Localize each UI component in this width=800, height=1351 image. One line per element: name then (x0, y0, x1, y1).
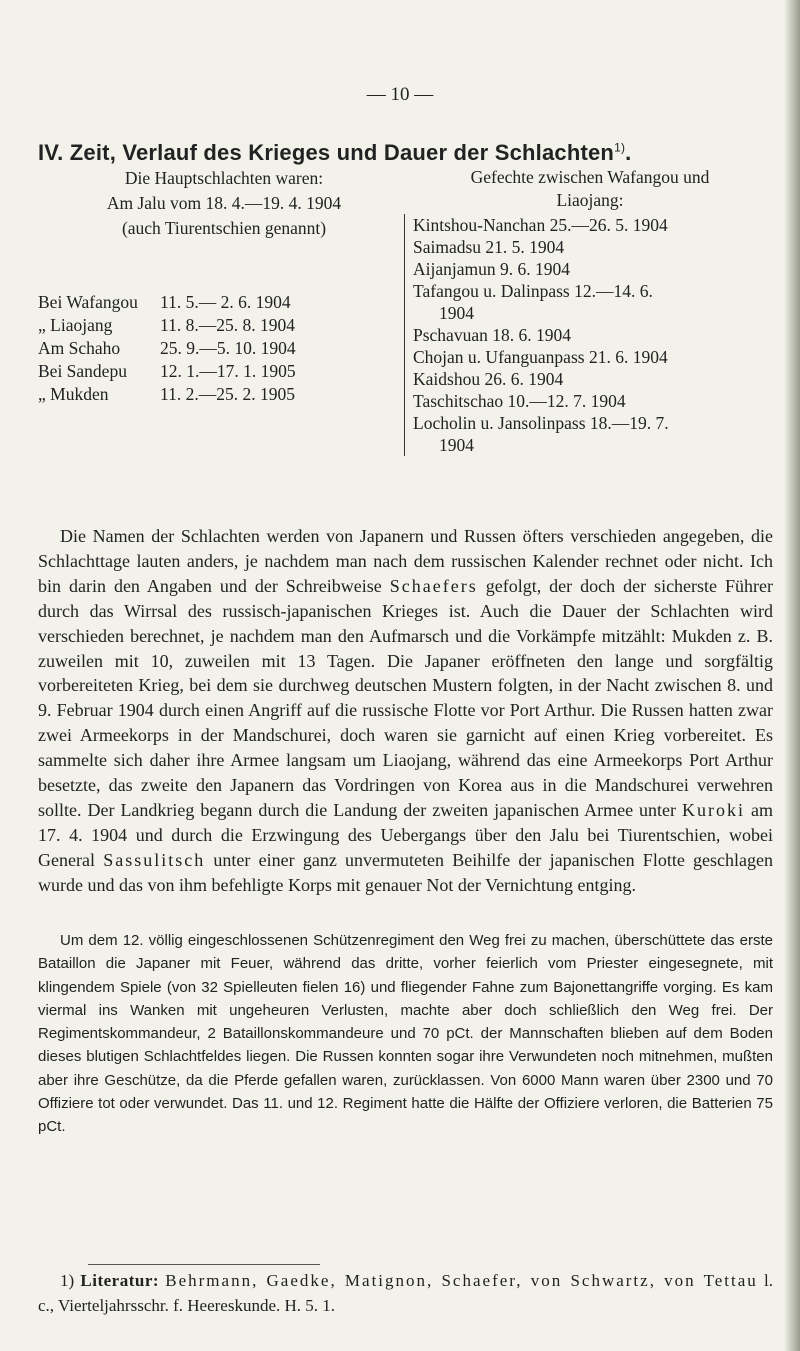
general-name-kuroki: Kuroki (682, 799, 746, 820)
paragraph-text: unter einer ganz unvermuteten Beihilfe der japanischen Flotte geschlagen wurde und das von ihm befehligte Korps mit genauer Not der Vernichtung entging. (38, 849, 773, 895)
author-name-schaefers: Schaefers (389, 575, 478, 596)
battle-place: Am Schaho (38, 338, 121, 358)
jalu-battle-note: (auch Tiurentschien genannt) (121, 218, 327, 238)
small-print-paragraph: Um dem 12. völlig eingeschlossenen Schützenregiment den Weg frei zu machen, überschüttete das erste Bataillon die Japaner mit Feuer, während das dritte, vorher feierlich vom Priester eingesegnete, mit klingendem Spiele (von 32 Spielleuten fielen 16) und fliegender Fahne zum Bajonettangriffe vorging. Es kam viermal ins Wanken mit ungeheuren Verlusten, machte aber doch schließlich den Weg frei. Der Regimentskommandeur, 2 Bataillonskommandeure und 70 pCt. der Mannschaften blieben auf dem Boden dieses blutigen Schlachtfeldes liegen. Die Russen konnten sogar ihre Verwundeten noch mitnehmen, mußten aber ihre Geschütze, da die Pferde gefallen waren, zurücklassen. Von 6000 Mann waren über 2300 und 70 Offiziere tot oder verwundet. Das 11. und 12. Regiment hatte die Hälfte der Offiziere verloren, die Batterien 75 pCt. (38, 932, 773, 1136)
section-heading: IV. Zeit, Verlauf des Krieges und Dauer der Schlachten$^{1)}$. (38, 140, 632, 165)
engagement-item: Chojan u. Ufanguanpass 21. 6. 1904 (413, 347, 668, 367)
footnote-reference: 1) (614, 140, 626, 155)
battle-row (38, 314, 296, 337)
battle-dates: 11. 2.—25. 2. 1905 (160, 384, 295, 404)
battle-row (38, 383, 296, 406)
battle-place: „ Mukden (38, 384, 109, 404)
engagement-item: Aijanjamun 9. 6. 1904 (413, 259, 570, 279)
section-heading-text: IV. Zeit, Verlauf des Krieges und Dauer der Schlachten (38, 140, 615, 165)
main-battles-heading: Die Hauptschlachten waren: (124, 168, 324, 188)
paragraph-text: am 17. 4. 1904 und durch die Erzwingung des Uebergangs über den Jalu bei Tiurentschien, wobei General (38, 799, 774, 870)
engagement-item: Pschavuan 18. 6. 1904 (413, 325, 571, 345)
engagements-list (404, 214, 776, 456)
battle-dates: 11. 5.— 2. 6. 1904 (160, 292, 291, 312)
main-battles-column (38, 166, 410, 406)
footnote-divider (88, 1264, 320, 1265)
footnote-authors: Behrmann, Gaedke, Matignon, Schaefer, von Schwartz, von Tettau (165, 1271, 758, 1290)
engagements-column (404, 166, 776, 456)
footnote-label: Literatur: (80, 1271, 160, 1290)
engagement-item-cont: 1904 (439, 303, 474, 323)
battles-table (38, 291, 296, 406)
page-number: — 10 — (366, 84, 434, 105)
battle-row (38, 360, 296, 383)
engagements-heading-cont: Liaojang: (556, 190, 624, 210)
battle-dates: 12. 1.—17. 1. 1905 (160, 361, 296, 381)
footnote-mark: 1) (60, 1271, 75, 1290)
jalu-battle-line: Am Jalu vom 18. 4.—19. 4. 1904 (106, 193, 342, 213)
engagement-item: Tafangou u. Dalinpass 12.—14. 6. (413, 281, 653, 301)
footnote-reference-text: l. c., Vierteljahrsschr. f. Heereskunde. H. 5. 1. (38, 1271, 774, 1315)
page-edge-shadow (784, 0, 800, 1351)
engagements-heading: Gefechte zwischen Wafangou und (470, 167, 710, 187)
main-paragraph (38, 524, 773, 898)
battle-place: Bei Sandepu (38, 361, 127, 381)
engagement-item-cont: 1904 (439, 435, 474, 455)
general-name-sassulitsch: Sassulitsch (103, 849, 206, 870)
engagement-item: Kintshou-Nanchan 25.—26. 5. 1904 (413, 215, 668, 235)
battle-row (38, 291, 296, 314)
engagement-item: Kaidshou 26. 6. 1904 (413, 369, 564, 389)
paragraph-text: Die Namen der Schlachten werden von Japanern und Russen öfters verschieden angegeben, die Schlachttage lauten anders, je nachdem man nach dem russischen Kalender rechnet oder nicht. Ich bin darin den Angaben und der Schreibweise (38, 526, 773, 596)
paragraph-text: gefolgt, der doch der sicherste Führer durch das Wirrsal des russisch-japanischen Krieges ist. Auch die Dauer der Schlachten wird verschieden berechnet, je nachdem man den Aufmarsch und die Vorkämpfe mitzählt: Mukden z. B. zuweilen mit 10, zuweilen mit 13 Tagen. Die Japaner eröffneten den lange und sorgfältig vorbereiteten Krieg, bei dem sie durchweg deutschen Mustern folgten, in der Nacht zwischen 8. und 9. Februar 1904 durch einen Angriff auf die russische Flotte vor Port Arthur. Die Russen hatten zwar zwei Armeekorps in der Mandschurei, doch waren sie garnicht auf einen Krieg vorbereitet. Es sammelte sich daher ihre Armee langsam um Liaojang, während das eine Armeekorps Port Arthur besetzte, das zweite den Japanern das Vordringen von Korea aus in die Mandschurei verwehren sollte. Der Landkrieg begann durch die Landung der zweiten japanischen Armee unter (38, 575, 774, 820)
engagement-item: Locholin u. Jansolinpass 18.—19. 7. (413, 413, 669, 433)
battle-dates: 25. 9.—5. 10. 1904 (160, 338, 296, 358)
battle-dates: 11. 8.—25. 8. 1904 (160, 315, 295, 335)
engagement-item: Taschitschao 10.—12. 7. 1904 (413, 391, 626, 411)
battle-row (38, 337, 296, 360)
engagement-item: Saimadsu 21. 5. 1904 (413, 237, 565, 257)
battle-place: Bei Wafangou (38, 292, 138, 312)
footnote (38, 1268, 773, 1318)
battle-place: „ Liaojang (38, 315, 113, 335)
